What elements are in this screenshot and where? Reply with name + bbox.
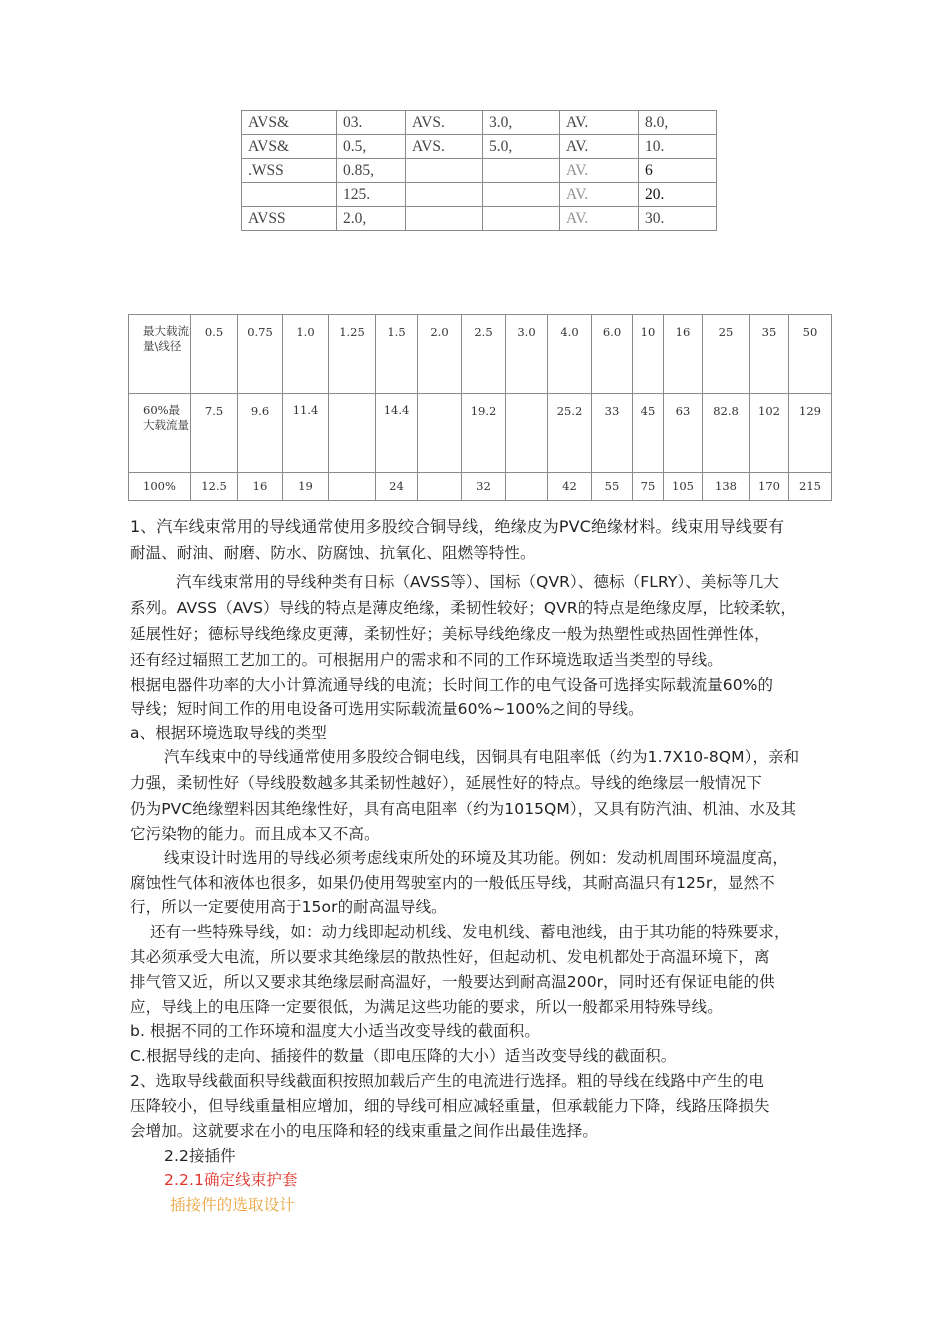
table-cell — [406, 159, 483, 183]
table-cell — [483, 159, 560, 183]
table-cell: 63 — [664, 394, 703, 473]
table-cell: AVS. — [406, 111, 483, 135]
table-cell: 12.5 — [191, 473, 238, 501]
table-cell: 2.0, — [337, 207, 406, 231]
table-cell: 16 — [238, 473, 283, 501]
table-cell: 125. — [337, 183, 406, 207]
table-cell: 82.8 — [703, 394, 750, 473]
paragraph-6-line: 还有一些特殊导线，如：动力线即起动机线、发电机线、蓄电池线，由于其功能的特殊要求， — [150, 923, 790, 941]
table-cell: 30. — [639, 207, 717, 231]
table-cell: AVS& — [242, 111, 337, 135]
paragraph-6-line: 其必须承受大电流，所以要求其绝缘层的散热性好，但起动机、发电机都处于高温环境下，离 — [130, 948, 770, 966]
table-cell: AVS& — [242, 135, 337, 159]
table-cell: 7.5 — [191, 394, 238, 473]
table-cell: 3.0, — [483, 111, 560, 135]
paragraph-3-line: 根据电器件功率的大小计算流通导线的电流；长时间工作的电气设备可选择实际载流量60%的 — [130, 676, 774, 694]
table-cell: AV. — [560, 111, 639, 135]
wire-type-table-body — [242, 111, 717, 231]
paragraph-1-line: 耐温、耐油、耐磨、防水、防腐蚀、抗氧化、阻燃等特性。 — [130, 544, 536, 562]
paragraph-5-line: 行，所以一定要使用高于15or的耐高温导线。 — [130, 898, 447, 916]
table-cell: 55 — [592, 473, 633, 501]
table-cell: 4.0 — [548, 315, 592, 394]
table-cell: 3.0 — [506, 315, 548, 394]
table-cell: AV. — [560, 183, 639, 207]
table-cell: 138 — [703, 473, 750, 501]
table-cell: .WSS — [242, 159, 337, 183]
paragraph-4-line: 力强，柔韧性好（导线股数越多其柔韧性越好），延展性好的特点。导线的绝缘层一般情况下 — [130, 774, 762, 792]
section-b-line: b. 根据不同的工作环境和温度大小适当改变导线的截面积。 — [130, 1022, 540, 1040]
paragraph-4-line: 汽车线束中的导线通常使用多股绞合铜电线，因铜具有电阻率低（约为1.7X10-8QM），亲和 — [164, 748, 800, 766]
table-cell: 5.0, — [483, 135, 560, 159]
paragraph-7-line: 2、选取导线截面积导线截面积按照加载后产生的电流进行选择。粗的导线在线路中产生的电 — [130, 1072, 764, 1090]
heading-connector-design: 插接件的选取设计 — [170, 1196, 295, 1214]
table-cell: 45 — [633, 394, 664, 473]
table-cell: 35 — [750, 315, 789, 394]
table-cell: 6 — [639, 159, 717, 183]
wire-type-table — [241, 110, 717, 231]
table-cell: AVS. — [406, 135, 483, 159]
table-cell: 03. — [337, 111, 406, 135]
table-cell: 0.5 — [191, 315, 238, 394]
paragraph-2-line: 还有经过辐照工艺加工的。可根据用户的需求和不同的工作环境选取适当类型的导线。 — [130, 651, 723, 669]
table-cell — [406, 183, 483, 207]
table-cell: 2.0 — [418, 315, 462, 394]
table-cell — [506, 473, 548, 501]
paragraph-3-line: 导线；短时间工作的用电设备可选用实际载流量60%~100%之间的导线。 — [130, 700, 644, 718]
table-cell: 1.0 — [283, 315, 329, 394]
section-a-heading: a、根据环境选取导线的类型 — [130, 724, 327, 742]
table-row — [242, 207, 717, 231]
current-capacity-table — [128, 314, 832, 501]
table-cell: 42 — [548, 473, 592, 501]
table-cell: 25.2 — [548, 394, 592, 473]
table-cell: 102 — [750, 394, 789, 473]
table-row — [242, 111, 717, 135]
table-cell: 6.0 — [592, 315, 633, 394]
table-cell — [506, 394, 548, 473]
table-cell: 8.0, — [639, 111, 717, 135]
table-cell: 19.2 — [462, 394, 506, 473]
paragraph-4-line: 仍为PVC绝缘塑料因其绝缘性好，具有高电阻率（约为1015QM），又具有防汽油、机油、水及其 — [130, 800, 797, 818]
table-cell — [418, 394, 462, 473]
table-cell: 105 — [664, 473, 703, 501]
table-row-diameter — [129, 315, 832, 394]
heading-harness-sheath: 2.2.1确定线束护套 — [164, 1171, 298, 1189]
table-cell: AVSS — [242, 207, 337, 231]
table-cell: 1.5 — [376, 315, 418, 394]
table-cell: 215 — [789, 473, 832, 501]
row-header-cell: 最大载流量\线径 — [129, 315, 191, 394]
row-header-cell: 100% — [129, 473, 191, 501]
table-row — [242, 135, 717, 159]
paragraph-6-line: 应，导线上的电压降一定要很低，为满足这些功能的要求，所以一般都采用特殊导线。 — [130, 998, 723, 1016]
table-cell — [418, 473, 462, 501]
table-cell: 24 — [376, 473, 418, 501]
table-cell — [483, 183, 560, 207]
table-cell: 32 — [462, 473, 506, 501]
table-cell: 10. — [639, 135, 717, 159]
table-cell: 25 — [703, 315, 750, 394]
table-cell: 0.75 — [238, 315, 283, 394]
table-cell: 9.6 — [238, 394, 283, 473]
paragraph-2-line: 系列。AVSS（AVS）导线的特点是薄皮绝缘，柔韧性较好；QVR的特点是绝缘皮厚，比较柔软， — [130, 599, 797, 617]
table-cell — [242, 183, 337, 207]
table-cell: 0.85, — [337, 159, 406, 183]
paragraph-2-line: 延展性好；德标导线绝缘皮更薄，柔韧性好；美标导线绝缘皮一般为热塑性或热固性弹性体， — [130, 625, 770, 643]
table-row — [242, 159, 717, 183]
paragraph-6-line: 排气管又近，所以又要求其绝缘层耐高温好，一般要达到耐高温200r，同时还有保证电能的供 — [130, 973, 775, 991]
paragraph-5-line: 线束设计时选用的导线必须考虑线束所处的环境及其功能。例如：发动机周围环境温度高， — [164, 849, 789, 867]
table-cell: 129 — [789, 394, 832, 473]
table-cell: 50 — [789, 315, 832, 394]
table-row-100-percent — [129, 473, 832, 501]
table-cell: 10 — [633, 315, 664, 394]
table-cell: 1.25 — [329, 315, 376, 394]
table-cell: AV. — [560, 159, 639, 183]
row-header-cell: 60%最大载流量 — [129, 394, 191, 473]
table-cell: 0.5, — [337, 135, 406, 159]
table-cell: AV. — [560, 207, 639, 231]
table-cell — [329, 394, 376, 473]
paragraph-7-line: 压降较小，但导线重量相应增加，细的导线可相应减轻重量，但承载能力下降，线路压降损失 — [130, 1097, 770, 1115]
table-cell: 170 — [750, 473, 789, 501]
table-cell: 2.5 — [462, 315, 506, 394]
table-cell: 16 — [664, 315, 703, 394]
table-cell — [329, 473, 376, 501]
paragraph-5-line: 腐蚀性气体和液体也很多，如果仍使用驾驶室内的一般低压导线，其耐高温只有125r，显然不 — [130, 874, 775, 892]
table-cell: 75 — [633, 473, 664, 501]
table-cell: 20. — [639, 183, 717, 207]
table-cell: 11.4 — [283, 394, 329, 473]
table-cell: 19 — [283, 473, 329, 501]
table-cell: 14.4 — [376, 394, 418, 473]
paragraph-1-line: 1、汽车线束常用的导线通常使用多股绞合铜导线，绝缘皮为PVC绝缘材料。线束用导线要有 — [130, 517, 785, 536]
table-cell — [483, 207, 560, 231]
section-c-line: C.根据导线的走向、插接件的数量（即电压降的大小）适当改变导线的截面积。 — [130, 1047, 677, 1065]
table-cell: 33 — [592, 394, 633, 473]
paragraph-2-line: 汽车线束常用的导线种类有日标（AVSS等）、国标（QVR）、德标（FLRY）、美标等几大 — [176, 573, 779, 591]
table-cell — [406, 207, 483, 231]
paragraph-4-line: 它污染物的能力。而且成本又不高。 — [130, 825, 380, 843]
paragraph-7-line: 会增加。这就要求在小的电压降和轻的线束重量之间作出最佳选择。 — [130, 1122, 599, 1140]
table-row — [242, 183, 717, 207]
table-cell: AV. — [560, 135, 639, 159]
heading-connectors: 2.2接插件 — [164, 1147, 236, 1165]
table-row-60-percent — [129, 394, 832, 473]
